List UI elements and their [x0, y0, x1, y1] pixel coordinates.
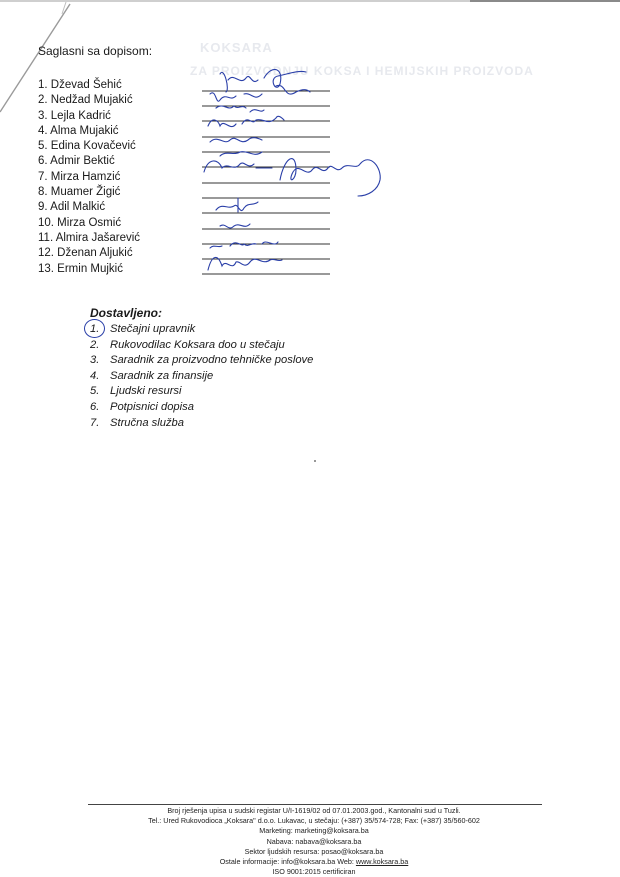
signatory-name: 7. Mirza Hamzić: [38, 170, 121, 183]
signatory-list: [38, 78, 140, 277]
distribution-item: [90, 400, 313, 416]
footer-marketing-email: Marketing: marketing@koksara.ba: [259, 826, 369, 836]
signatory-name: 8. Muamer Žigić: [38, 186, 121, 199]
distribution-item-number: 4.: [90, 369, 100, 382]
signatory-name: 12. Dženan Aljukić: [38, 247, 133, 260]
distribution-item-text: Saradnik za finansije: [110, 369, 214, 382]
distribution-item: [90, 353, 313, 369]
footer-phone-fax: Tel.: Ured Rukovodioca „Koksara" d.o.o. Lukavac, u stečaju: (+387) 35/574-728; Fax: (+387) 35/560-602: [148, 816, 480, 826]
signatory-name: 3. Lejla Kadrić: [38, 109, 111, 122]
distribution-item-text: Stručna služba: [110, 416, 185, 429]
footer-iso: ISO 9001:2015 certificiran: [272, 867, 356, 877]
intro-text: Saglasni sa dopisom:: [38, 44, 153, 58]
distribution-item-text: Ljudski resursi: [110, 385, 182, 398]
signatory-name: 10. Mirza Osmić: [38, 216, 122, 229]
signatory-name: 4. Alma Mujakić: [38, 124, 119, 137]
handwritten-signatures: [180, 64, 440, 284]
signatory-name: 11. Almira Jašarević: [38, 231, 141, 244]
footer-hr-email: Sektor ljudskih resursa: posao@koksara.ba: [244, 846, 384, 856]
distribution-item-text: Stečajni upravnik: [110, 323, 196, 335]
letterhead-ghost-title: KOKSARA: [200, 40, 273, 55]
distribution-heading: Dostavljeno:: [90, 306, 163, 320]
footer-registration: Broj rješenja upisa u sudski registar U/I-1619/02 od 07.01.2003.god., Kantonalni sud u Tuzli.: [167, 806, 461, 815]
footer-info-line: [90, 857, 538, 867]
stray-dot: [314, 460, 316, 462]
distribution-item-text: Saradnik za proizvodno tehničke poslove: [110, 354, 314, 367]
signatory-name: 2. Nedžad Mujakić: [38, 94, 133, 107]
distribution-item-text: Potpisnici dopisa: [110, 400, 194, 413]
footer-info-text: Ostale informacije: info@koksara.ba Web:: [219, 857, 356, 867]
distribution-list: [90, 322, 313, 431]
distribution-item-number: 2.: [90, 338, 100, 351]
signatory-name: 9. Adil Malkić: [38, 201, 106, 214]
distribution-item: [90, 384, 313, 400]
letterhead-ghost-subtitle: ZA PROIZVODNJU KOKSA I HEMIJSKIH PROIZVODA: [190, 64, 534, 78]
footer-rule: [88, 804, 542, 805]
distribution-item: [90, 369, 313, 385]
signatory-name: 6. Admir Bektić: [38, 155, 115, 168]
distribution-item-number: 5.: [90, 385, 100, 398]
distribution-item-number: 3.: [90, 354, 100, 367]
distribution-item-number: 6.: [90, 400, 100, 413]
top-edge-line-dark: [470, 0, 620, 2]
distribution-item: [90, 322, 313, 338]
distribution-item: [90, 338, 313, 354]
footer-procurement-email: Nabava: nabava@koksara.ba: [266, 836, 362, 846]
distribution-item: [90, 416, 313, 432]
footer-website-link[interactable]: www.koksara.ba: [355, 857, 409, 867]
signatory-name: 1. Dževad Šehić: [38, 79, 122, 91]
footer: [90, 806, 538, 877]
distribution-item-text: Rukovodilac Koksara doo u stečaju: [110, 338, 285, 351]
signatory-name: 13. Ermin Mujkić: [38, 262, 123, 275]
signatory-name: 5. Edina Kovačević: [38, 140, 136, 153]
distribution-item-number: 7.: [90, 416, 100, 429]
distribution-item-number: 1.: [90, 323, 100, 335]
